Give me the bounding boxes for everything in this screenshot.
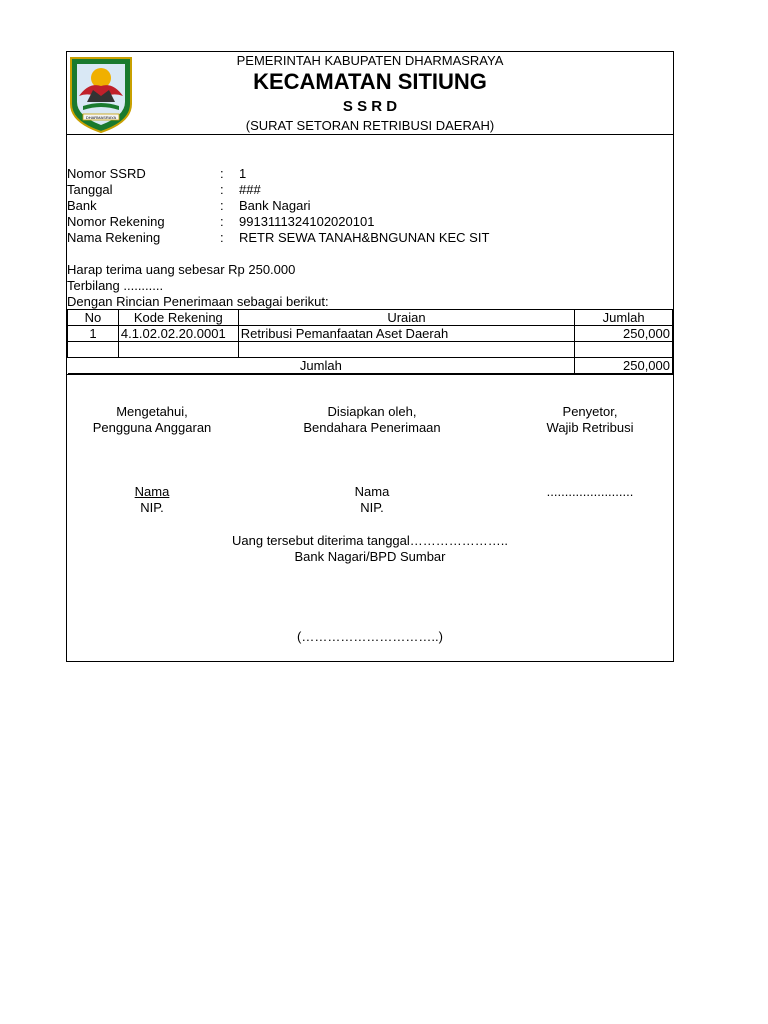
sign-left-nip: NIP. [140, 500, 164, 515]
sign-right-name: ........................ [546, 484, 634, 499]
info-label-bank: Bank [67, 198, 97, 213]
receipt-line2: Bank Nagari/BPD Sumbar [294, 549, 446, 564]
info-value-nama-rekening: RETR SEWA TANAH&BNGUNAN KEC SIT [239, 230, 490, 245]
table-row [68, 326, 673, 342]
table-bottom-divider [67, 374, 673, 375]
doc-code: S S R D [342, 98, 398, 115]
table-total-row [68, 358, 673, 374]
info-value-tanggal: ### [239, 182, 261, 197]
info-label-nomor-ssrd: Nomor SSRD [67, 166, 146, 181]
sign-middle-name: Nama [354, 484, 390, 499]
info-sep: : [220, 198, 224, 213]
terbilang-text: Terbilang ........... [67, 278, 164, 293]
sign-left-line2: Pengguna Anggaran [92, 420, 212, 435]
detail-intro: Dengan Rincian Penerimaan sebagai berikut: [67, 294, 329, 309]
table-header-kode: Kode Rekening [118, 310, 238, 326]
info-sep: : [220, 214, 224, 229]
sign-middle-line1: Disiapkan oleh, [327, 404, 417, 419]
receipt-signature: (…………………………..) [297, 629, 443, 644]
info-sep: : [220, 230, 224, 245]
amount-text: Harap terima uang sebesar Rp 250.000 [67, 262, 296, 277]
info-sep: : [220, 182, 224, 197]
sign-middle-nip: NIP. [360, 500, 384, 515]
sign-right-line1: Penyetor, [562, 404, 618, 419]
sign-left-line1: Mengetahui, [116, 404, 188, 419]
doc-name: (SURAT SETORAN RETRIBUSI DAERAH) [245, 118, 495, 133]
info-sep: : [220, 166, 224, 181]
info-value-nomor-ssrd: 1 [239, 166, 247, 181]
table-cell-uraian [238, 342, 574, 358]
total-label: Jumlah [68, 358, 575, 374]
table-cell-kode: 4.1.02.02.20.0001 [118, 326, 238, 342]
info-value-bank: Bank Nagari [239, 198, 311, 213]
office-title: KECAMATAN SITIUNG [253, 69, 487, 94]
government-title: PEMERINTAH KABUPATEN DHARMASRAYA [236, 53, 504, 68]
ssrd-form [66, 51, 674, 662]
table-cell-kode [118, 342, 238, 358]
sign-left-name: Nama [134, 484, 170, 499]
table-cell-jumlah [575, 342, 673, 358]
svg-text:DHARMASRAYA: DHARMASRAYA [85, 114, 117, 120]
table-row [68, 342, 673, 358]
sign-right-line2: Wajib Retribusi [546, 420, 634, 435]
header-divider [67, 134, 673, 135]
table-cell-no: 1 [68, 326, 119, 342]
table-cell-jumlah: 250,000 [575, 326, 673, 342]
info-value-nomor-rekening: 9913111324102020101 [239, 214, 375, 229]
table-cell-no [68, 342, 119, 358]
receipt-line1: Uang tersebut diterima tanggal………………….. [232, 533, 508, 548]
info-label-nomor-rekening: Nomor Rekening [67, 214, 165, 229]
info-label-nama-rekening: Nama Rekening [67, 230, 161, 245]
table-cell-uraian: Retribusi Pemanfaatan Aset Daerah [238, 326, 574, 342]
table-header-row [68, 310, 673, 326]
total-value: 250,000 [575, 358, 673, 374]
table-header-no: No [68, 310, 119, 326]
table-header-jumlah: Jumlah [575, 310, 673, 326]
table-header-uraian: Uraian [238, 310, 574, 326]
sign-middle-line2: Bendahara Penerimaan [303, 420, 441, 435]
info-label-tanggal: Tanggal [67, 182, 113, 197]
rincian-table [67, 309, 673, 374]
